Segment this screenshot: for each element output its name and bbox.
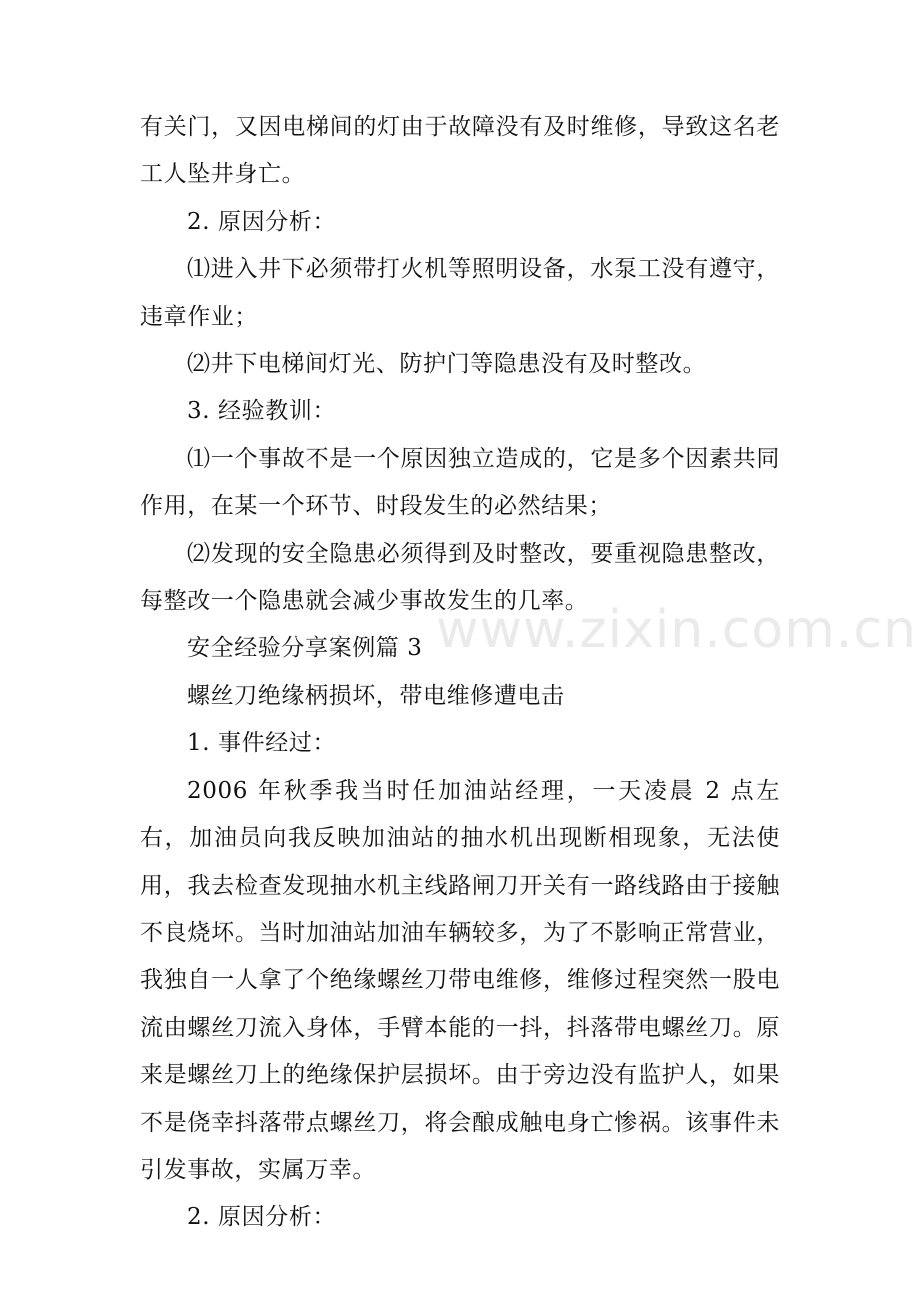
heading-lessons: 3. 经验教训： — [187, 398, 337, 425]
section-title-case-3: 安全经验分享案例篇 3 — [187, 635, 423, 662]
paragraph-event-description: 2006 年秋季我当时任加油站经理，一天凌晨 2 点左右，加油员向我反映加油站的抽水机出现断相现象，无法使用，我去检查发现抽水机主线路闸刀开关有一路线路由于接触不良烧坏。当时加油站加油车辆较多，为了不影响正常营业，我独自一人拿了个绝缘螺丝刀带电维修，维修过程突然一股电流由螺丝刀流入身体，手臂本能的一抖，抖落带电螺丝刀。原来是螺丝刀上的绝缘保护层损坏。由于旁边没有监护人，如果不是侥幸抖落带点螺丝刀，将会酿成触电身亡惨祸。该事件未引发事故，实属万幸。 — [140, 777, 780, 1183]
site-watermark: www.zixin.com.cn — [436, 600, 917, 660]
heading-event-process: 1. 事件经过： — [187, 730, 337, 757]
paragraph-lesson-1: ⑴一个事故不是一个原因独立造成的，它是多个因素共同作用，在某一个环节、时段发生的必然结果； — [140, 445, 780, 520]
paragraph-cause-2: ⑵井下电梯间灯光、防护门等隐患没有及时整改。 — [187, 351, 707, 378]
paragraph-lesson-2: ⑵发现的安全隐患必须得到及时整改，要重视隐患整改，每整改一个隐患就会减少事故发生的几率。 — [140, 540, 780, 615]
heading-cause-analysis: 2. 原因分析： — [187, 208, 337, 235]
heading-cause-analysis-2: 2. 原因分析： — [187, 1204, 337, 1231]
paragraph-continuation: 有关门，又因电梯间的灯由于故障没有及时维修，导致这名老工人坠井身亡。 — [140, 114, 780, 188]
case-3-subtitle: 螺丝刀绝缘柄损坏，带电维修遭电击 — [187, 682, 565, 709]
document-body — [140, 104, 780, 1242]
paragraph-cause-1: ⑴进入井下必须带打火机等照明设备，水泵工没有遵守，违章作业； — [140, 256, 780, 330]
